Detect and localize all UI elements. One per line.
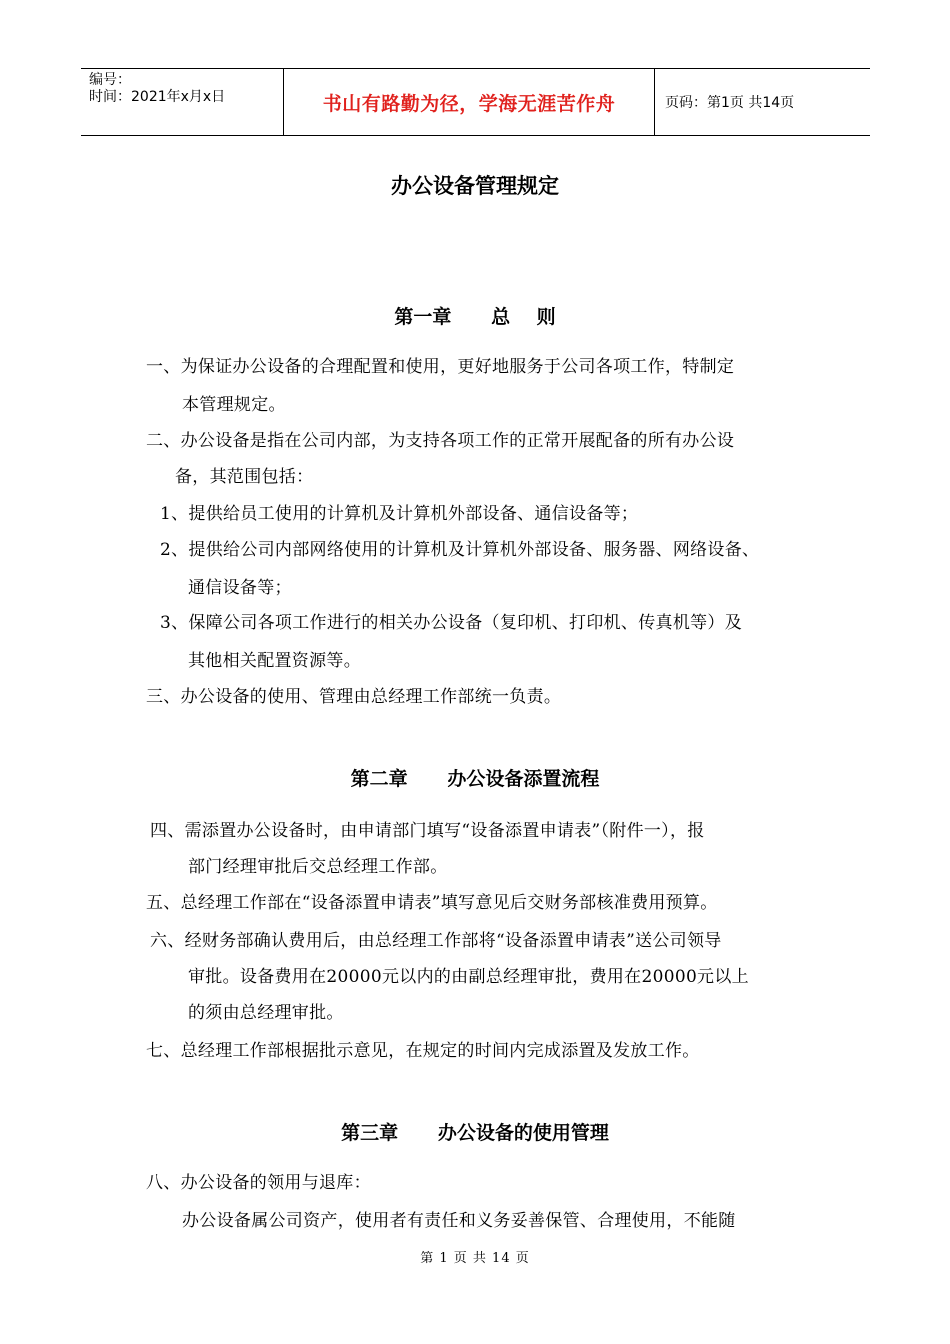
paragraph-line: 本管理规定。: [182, 395, 286, 415]
paragraph-line: 三、办公设备的使用、管理由总经理工作部统一负责。: [146, 687, 562, 707]
header-page-cell: [655, 69, 870, 135]
paragraph-line: 七、总经理工作部根据批示意见，在规定的时间内完成添置及发放工作。: [146, 1041, 700, 1061]
paragraph-line: 备，其范围包括：: [175, 467, 314, 487]
paragraph-line: 五、总经理工作部在“设备添置申请表”填写意见后交财务部核准费用预算。: [146, 893, 718, 913]
paragraph-line: 2、提供给公司内部网络使用的计算机及计算机外部设备、服务器、网络设备、: [160, 540, 760, 560]
motto-text: 书山有路勤为径，学海无涯苦作舟: [322, 92, 616, 115]
chapter-heading: 第二章 办公设备添置流程: [350, 768, 600, 790]
document-time: 时间：2021年x月x日: [89, 89, 226, 105]
paragraph-line: 审批。设备费用在20000元以内的由副总经理审批，费用在20000元以上: [188, 967, 749, 987]
chapter-heading: 第一章 总 则: [394, 306, 556, 328]
paragraph-line: 部门经理审批后交总经理工作部。: [188, 857, 448, 877]
paragraph-line: 3、保障公司各项工作进行的相关办公设备（复印机、打印机、传真机等）及: [160, 613, 743, 633]
chapter-heading: 第三章 办公设备的使用管理: [341, 1122, 609, 1144]
header-meta: [81, 69, 283, 135]
paragraph-line: 一、为保证办公设备的合理配置和使用，更好地服务于公司各项工作，特制定: [146, 357, 735, 377]
paragraph-line: 二、办公设备是指在公司内部，为支持各项工作的正常开展配备的所有办公设: [146, 431, 735, 451]
paragraph-line: 四、需添置办公设备时，由申请部门填写“设备添置申请表”（附件一），报: [150, 821, 705, 841]
document-title: 办公设备管理规定: [391, 174, 559, 198]
document-number: 编号：: [89, 72, 131, 88]
paragraph-line: 六、经财务部确认费用后，由总经理工作部将“设备添置申请表”送公司领导: [150, 931, 722, 951]
page-indicator: 页码：第1页 共14页: [665, 95, 795, 111]
paragraph-line: 的须由总经理审批。: [188, 1003, 344, 1023]
paragraph-line: 八、办公设备的领用与退库：: [146, 1173, 371, 1193]
document-header: [81, 68, 870, 136]
paragraph-line: 办公设备属公司资产，使用者有责任和义务妥善保管、合理使用，不能随: [182, 1211, 736, 1231]
header-motto-cell: [283, 69, 655, 135]
page-footer: 第 1 页 共 14 页: [420, 1251, 530, 1266]
paragraph-line: 通信设备等；: [188, 578, 292, 598]
paragraph-line: 1、提供给员工使用的计算机及计算机外部设备、通信设备等；: [160, 504, 639, 524]
paragraph-line: 其他相关配置资源等。: [188, 651, 361, 671]
